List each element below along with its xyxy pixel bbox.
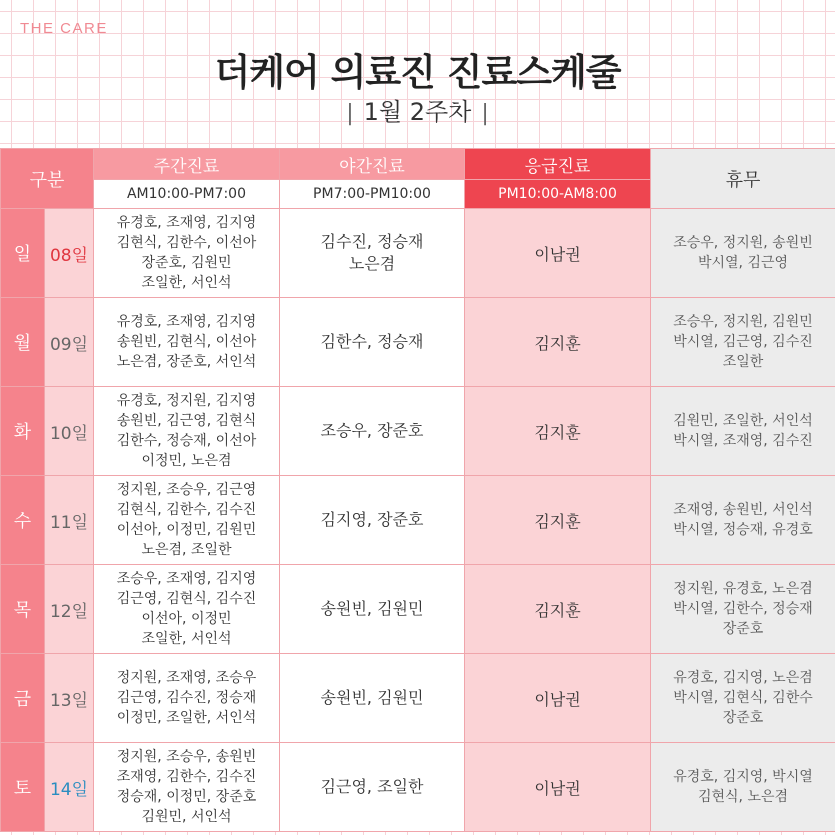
night-clinic-cell <box>280 298 465 387</box>
table-row <box>1 387 835 476</box>
day-of-week: 일 <box>1 209 45 298</box>
schedule-body <box>1 209 835 832</box>
day-clinic-cell-line: 조일한, 서인석 <box>141 631 232 647</box>
rest-cell <box>651 476 835 565</box>
header-emergency-time: PM10:00-AM8:00 <box>465 180 651 209</box>
header-night-clinic: 야간진료 <box>280 149 465 180</box>
rest-cell-line: 조재영, 송원빈, 서인석 <box>673 502 813 518</box>
emergency-clinic-cell: 이남권 <box>465 743 651 832</box>
night-clinic-cell <box>280 387 465 476</box>
day-clinic-cell-line: 이선아, 이정민, 김원민 <box>116 522 257 538</box>
day-clinic-cell-line: 노은겸, 조일한 <box>141 542 232 558</box>
schedule-table <box>0 148 835 832</box>
day-clinic-cell-line: 정승재, 이정민, 장준호 <box>116 789 257 805</box>
night-clinic-cell-line: 김지영, 장준호 <box>320 510 424 529</box>
night-clinic-cell <box>280 743 465 832</box>
rest-cell <box>651 298 835 387</box>
night-clinic-cell-line: 조승우, 장준호 <box>320 421 424 440</box>
day-of-week: 금 <box>1 654 45 743</box>
page-title: 더케어 의료진 진료스케줄 <box>214 51 621 94</box>
rest-cell-line: 박시열, 김한수, 정승재 <box>673 601 813 617</box>
table-row <box>1 476 835 565</box>
date-cell: 13일 <box>45 654 94 743</box>
day-clinic-cell-line: 정지원, 조승우, 송원빈 <box>116 749 257 765</box>
day-clinic-cell-line: 정지원, 조재영, 조승우 <box>116 670 257 686</box>
date-cell: 09일 <box>45 298 94 387</box>
rest-cell-line: 김현식, 노은겸 <box>697 789 789 805</box>
rest-cell-line: 박시열, 김현식, 김한수 <box>673 690 813 706</box>
subtitle-week: 1월 2주차 <box>363 98 472 126</box>
day-clinic-cell <box>94 209 280 298</box>
day-clinic-cell-line: 이정민, 조일한, 서인석 <box>116 710 257 726</box>
date-cell: 10일 <box>45 387 94 476</box>
header-emergency-clinic: 응급진료 <box>465 149 651 180</box>
day-clinic-cell <box>94 476 280 565</box>
day-clinic-cell-line: 유경호, 정지원, 김지영 <box>116 393 257 409</box>
day-of-week: 수 <box>1 476 45 565</box>
table-row <box>1 298 835 387</box>
date-cell: 11일 <box>45 476 94 565</box>
rest-cell-line: 박시열, 김근영 <box>697 255 789 271</box>
day-clinic-cell-line: 김원민, 서인석 <box>141 809 232 825</box>
table-row <box>1 209 835 298</box>
night-clinic-cell-line: 노은겸 <box>348 254 396 273</box>
rest-cell <box>651 654 835 743</box>
day-clinic-cell-line: 이선아, 이정민 <box>141 611 232 627</box>
emergency-clinic-cell: 이남권 <box>465 209 651 298</box>
day-clinic-cell-line: 김근영, 김현식, 김수진 <box>116 591 257 607</box>
header-gubun: 구분 <box>1 149 94 209</box>
date-cell: 08일 <box>45 209 94 298</box>
night-clinic-cell <box>280 565 465 654</box>
day-clinic-cell-line: 김한수, 정승재, 이선아 <box>116 433 257 449</box>
day-of-week: 목 <box>1 565 45 654</box>
day-clinic-cell <box>94 298 280 387</box>
rest-cell-line: 장준호 <box>722 710 764 726</box>
day-clinic-cell-line: 유경호, 조재영, 김지영 <box>116 314 257 330</box>
emergency-clinic-cell: 김지훈 <box>465 387 651 476</box>
day-clinic-cell-line: 노은겸, 장준호, 서인석 <box>116 354 257 370</box>
day-clinic-cell-line: 송원빈, 김근영, 김현식 <box>116 413 257 429</box>
header-rest: 휴무 <box>651 149 835 209</box>
table-row <box>1 654 835 743</box>
rest-cell-line: 조승우, 정지원, 김원민 <box>673 314 813 330</box>
header-night-time: PM7:00-PM10:00 <box>280 180 465 209</box>
day-clinic-cell-line: 김현식, 김한수, 김수진 <box>116 502 257 518</box>
rest-cell <box>651 565 835 654</box>
night-clinic-cell <box>280 209 465 298</box>
date-cell: 12일 <box>45 565 94 654</box>
day-clinic-cell-line: 김현식, 김한수, 이선아 <box>116 235 257 251</box>
day-clinic-cell <box>94 565 280 654</box>
day-clinic-cell-line: 장준호, 김원민 <box>141 255 232 271</box>
emergency-clinic-cell: 김지훈 <box>465 476 651 565</box>
day-clinic-cell <box>94 743 280 832</box>
night-clinic-cell <box>280 476 465 565</box>
day-clinic-cell-line: 정지원, 조승우, 김근영 <box>116 482 257 498</box>
subtitle-right-bar: | <box>481 101 489 126</box>
date-cell: 14일 <box>45 743 94 832</box>
day-of-week: 월 <box>1 298 45 387</box>
night-clinic-cell <box>280 654 465 743</box>
day-clinic-cell-line: 유경호, 조재영, 김지영 <box>116 215 257 231</box>
rest-cell <box>651 209 835 298</box>
rest-cell-line: 박시열, 김근영, 김수진 <box>673 334 813 350</box>
night-clinic-cell-line: 김수진, 정승재 <box>320 232 424 251</box>
day-clinic-cell-line: 조승우, 조재영, 김지영 <box>116 571 257 587</box>
rest-cell-line: 유경호, 김지영, 노은겸 <box>673 670 813 686</box>
night-clinic-cell-line: 송원빈, 김원민 <box>320 599 424 618</box>
rest-cell <box>651 743 835 832</box>
emergency-clinic-cell: 이남권 <box>465 654 651 743</box>
day-clinic-cell-line: 송원빈, 김현식, 이선아 <box>116 334 257 350</box>
night-clinic-cell-line: 김근영, 조일한 <box>320 777 424 796</box>
day-of-week: 화 <box>1 387 45 476</box>
subtitle-left-bar: | <box>346 101 354 126</box>
rest-cell-line: 장준호 <box>722 621 764 637</box>
day-clinic-cell-line: 김근영, 김수진, 정승재 <box>116 690 257 706</box>
rest-cell-line: 박시열, 정승재, 유경호 <box>673 522 813 538</box>
brand-logo-text: THE CARE <box>20 20 108 37</box>
table-row <box>1 743 835 832</box>
day-clinic-cell <box>94 387 280 476</box>
day-of-week: 토 <box>1 743 45 832</box>
rest-cell-line: 유경호, 김지영, 박시열 <box>673 769 813 785</box>
day-clinic-cell <box>94 654 280 743</box>
rest-cell-line: 조승우, 정지원, 송원빈 <box>673 235 813 251</box>
day-clinic-cell-line: 조일한, 서인석 <box>141 275 232 291</box>
night-clinic-cell-line: 송원빈, 김원민 <box>320 688 424 707</box>
header-day-clinic: 주간진료 <box>94 149 280 180</box>
page-subtitle <box>0 92 835 127</box>
rest-cell-line: 박시열, 조재영, 김수진 <box>673 433 813 449</box>
header-day-time: AM10:00-PM7:00 <box>94 180 280 209</box>
rest-cell-line: 김원민, 조일한, 서인석 <box>673 413 813 429</box>
day-clinic-cell-line: 이정민, 노은겸 <box>141 453 232 469</box>
table-row <box>1 565 835 654</box>
emergency-clinic-cell: 김지훈 <box>465 565 651 654</box>
emergency-clinic-cell: 김지훈 <box>465 298 651 387</box>
rest-cell-line: 정지원, 유경호, 노은겸 <box>673 581 813 597</box>
night-clinic-cell-line: 김한수, 정승재 <box>320 332 424 351</box>
day-clinic-cell-line: 조재영, 김한수, 김수진 <box>116 769 257 785</box>
rest-cell <box>651 387 835 476</box>
rest-cell-line: 조일한 <box>722 354 764 370</box>
